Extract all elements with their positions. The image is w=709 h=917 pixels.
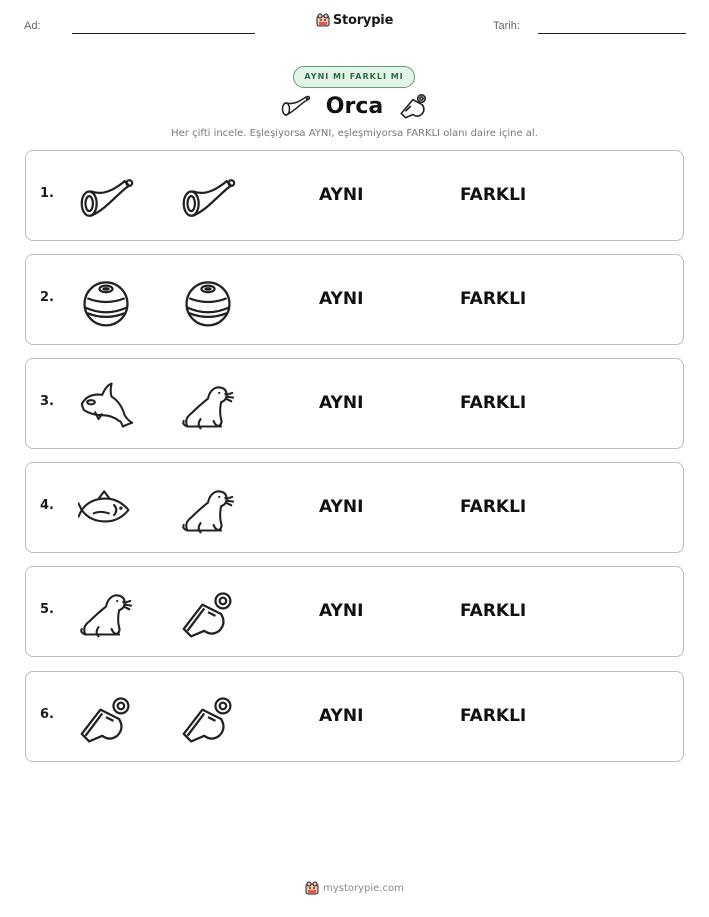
row-number: 2. xyxy=(40,290,54,305)
seal-icon xyxy=(180,378,236,434)
exercise-row xyxy=(25,358,684,449)
row-number: 4. xyxy=(40,498,54,513)
footer-url: mystorypie.com xyxy=(323,883,404,894)
same-option[interactable]: AYNI xyxy=(319,289,364,309)
row-number: 3. xyxy=(40,394,54,409)
page-title: Orca xyxy=(325,94,384,119)
exercise-row xyxy=(25,566,684,657)
different-option[interactable]: FARKLI xyxy=(460,289,527,309)
fish-icon xyxy=(78,482,134,538)
storypie-logo-icon xyxy=(305,881,319,898)
storypie-logo-icon xyxy=(316,13,330,31)
name-label: Ad: xyxy=(24,20,41,32)
whistle-icon xyxy=(180,586,236,642)
seal-icon xyxy=(180,482,236,538)
exercise-row xyxy=(25,150,684,241)
instructions: Her çifti incele. Eşleşiyorsa AYNI, eşleşmiyorsa FARKLI olanı daire içine al. xyxy=(171,128,538,139)
date-label: Tarih: xyxy=(493,20,520,32)
activity-badge: AYNI MI FARKLI MI xyxy=(293,66,415,88)
same-option[interactable]: AYNI xyxy=(319,393,364,413)
exercise-row xyxy=(25,462,684,553)
name-line[interactable] xyxy=(72,33,255,34)
row-number: 1. xyxy=(40,186,54,201)
row-number: 6. xyxy=(40,707,54,722)
exercise-row xyxy=(25,254,684,345)
seal-icon xyxy=(78,586,134,642)
footer xyxy=(0,881,709,898)
different-option[interactable]: FARKLI xyxy=(460,393,527,413)
same-option[interactable]: AYNI xyxy=(319,497,364,517)
buoy-icon xyxy=(78,274,134,330)
different-option[interactable]: FARKLI xyxy=(460,601,527,621)
brand-logo xyxy=(0,13,709,31)
same-option[interactable]: AYNI xyxy=(319,601,364,621)
horn-icon xyxy=(78,170,134,226)
brand-name: Storypie xyxy=(332,13,394,28)
orca-icon xyxy=(78,378,134,434)
date-line[interactable] xyxy=(538,33,686,34)
different-option[interactable]: FARKLI xyxy=(460,497,527,517)
different-option[interactable]: FARKLI xyxy=(460,706,527,726)
whistle-icon xyxy=(78,691,134,747)
same-option[interactable]: AYNI xyxy=(319,185,364,205)
horn-icon xyxy=(180,170,236,226)
exercise-row xyxy=(25,671,684,762)
different-option[interactable]: FARKLI xyxy=(460,185,527,205)
same-option[interactable]: AYNI xyxy=(319,706,364,726)
buoy-icon xyxy=(180,274,236,330)
whistle-icon xyxy=(398,92,430,124)
row-number: 5. xyxy=(40,602,54,617)
whistle-icon xyxy=(180,691,236,747)
